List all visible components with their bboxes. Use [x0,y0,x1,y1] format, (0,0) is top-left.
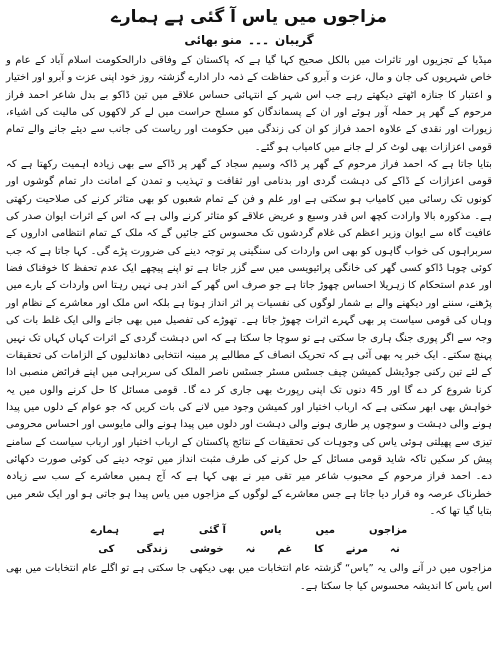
article-paragraph: میڈیا کے تجزیوں اور تاثرات میں بالکل صحیح کہا گیا ہے کہ پاکستان کے وفاقی دارالحکومت اسلام آباد کے عام و خاص شہریوں کی جان و مال، عزت و آبرو کی حفاظت کے ذمہ دار ادارے گزشتہ روز خود اپنی عزت و آبرو اور اختیار و اعتبار کا جنازہ اٹھتے دیکھتے رہے جب اس شہر کے انتہائی حساس علاقے میں تین ڈاکو بے بدل شاعر احمد فراز مرحوم کے گھر پر حملہ آور ہوئے اور ان کے پسماندگان کو مسلح حراست میں لے کر لاکھوں کی مالیت کی اشیاء، زیورات اور نقدی کے علاوہ احمد فراز کو ان کی زندگی میں حکومت اور ریاست کی جانب سے دیئے جانے والے تمام قومی اعزازات بھی لوٹ کر لے جانے میں کامیاب ہو گئے۔ [6,55,492,153]
poem-word: مزاجوں [369,525,408,537]
poem-word: ہمارے [90,525,119,537]
poem-word: کا [314,544,324,556]
poem-word: غم [277,544,293,556]
byline-separator: ۔۔۔ [247,33,270,47]
poem-word: ہے [152,525,165,537]
byline [6,32,492,48]
poem-word: میں [315,525,335,537]
author-name: منو بھائی [184,33,242,47]
article-paragraph: بتایا جاتا ہے کہ احمد فراز مرحوم کے گھر پر ڈاکہ وسیم سجاد کے گھر پر ڈاکے سے بھی زیادہ اہمیت رکھتا ہے کہ قومی اعزازات کے ڈاکے کی دہشت گردی اور بدنامی اور ثقافت و تہذیب و تمدن کے امانت دار تمام گوشوں اور کونوں تک رسائی میں کامیاب ہو سکتی ہے اور علم و فن کے تمام شعبوں کو بھی متاثر کرنے کی صلاحیت رکھتی ہے۔ مذکورہ بالا وارادت کچھ اس قدر وسیع و عریض علاقے کو متاثر کرنے والی ہے کہ اس کے اثرات ایوان صدر کی عافیت گاہ سے ایوان وزیر اعظم کی غلام گردشوں تک محسوس کئے جائیں گے کہ ملک کے تمام انتظامی اداروں کے سربراہوں کی خواب گاہوں کو بھی اس واردات کی سنگینی پر توجہ دینے کی ضرورت پڑے گی۔ کہا جاتا ہے کہ جب کوئی چوہا ڈاکو کسی گھر کی خانگی پرائیویسی میں سے گزر جاتا ہے تو اپنے پیچھے ایک عدم تحفظ کا خوفناک فضا اور عدم استحکام کا زہریلا احساس چھوڑ جاتا ہے جو صرف اس گھر کے اندر ہی نہیں رہتا اس واردات کے بارے میں پڑھنے، سننے اور دیکھنے والے بے شمار لوگوں کی نفسیات پر اثر انداز ہوتا ہے بلکہ اس ملک اور معاشرے کے نظام اور وہاں کی قومی سیاست پر بھی گہرے اثرات چھوڑ جاتا ہے۔ تھوڑے کی تفصیل میں بھی جانے والی ایک غلط بات کی وجہ سے اگر پوری جنگ ہاری جا سکتی ہے تو سوچا جا سکتا ہے کہ اس دہشت گردی کے اثرات کہاں کہاں تک نہیں پہنچ سکتے۔ ایک خبر یہ بھی آئی ہے کہ تحریک انصاف کے مطالبے پر مبینہ انتخابی دھاندلیوں کے الزامات کی تحقیقات کے لئے تین رکنی جوڈیشل کمیشن چیف جسٹس مسٹر جسٹس ناصر الملک کی سربراہی میں اپنے فرائض منصبی ادا کرنا شروع کر دے گا اور 45 دنوں تک اپنی رپورٹ بھی جاری کر دے گا۔ قومی مسائل کا حل کرنے والوں میں یہ خواہش بھی ابھر سکتی ہے کہ ارباب اختیار اور کمیشن وجود میں لانے کی بات کریں کہ جو عوام کے دلوں میں پیدا ہونے والی دہشت و سوچوں پر طاری ہونے والی دہشت اور دلوں میں پیدا ہونے والی مایوسی اور احساس محرومی تیزی سے پھیلتی ہوئی یاس کی وجوہات کی تحقیقات کے نتائج پاکستان کے ارباب اختیار اور ارباب سیاست کے سامنے پیش کر سکیں تاکہ شاید قومی مسائل کے حل کرنے کی طرف مثبت انداز میں توجہ دینے کی کوئی صورت دکھائی دے۔ احمد فراز مرحوم کے محبوب شاعر میر تقی میر نے بھی کہا ہے کہ آج ہمیں معاشرے کے سب سے زیادہ خطرناک عرصہ وہ قرار دیا جاتا ہے جس معاشرے کے لوگوں کے مزاجوں میں یاس پیدا ہو جاتی ہو اور ایک شعر میں بتایا گیا تھا کہ۔ [6,159,492,517]
poem-word: کی [98,544,115,556]
headline: مزاجوں میں یاس آ گئی ہے ہمارے [110,7,388,27]
poem-word: نہ [245,544,256,556]
poem-line [6,541,492,558]
poem-word: نہ [390,544,400,556]
poem-word: زندگی [136,544,168,556]
closing-paragraph: مزاجوں میں در آنے والی یہ ”یاس“ گزشتہ عام انتخابات میں بھی دیکھی جا سکتی ہے تو اگلے عام انتخابات میں بھی اس یاس کا اندیشہ محسوس کیا جا سکتا ہے۔ [6,563,492,592]
poem-word: مرنے [345,544,369,556]
poem-line [6,522,492,539]
column-name: گریبان [275,33,314,47]
poem-word: خوشی [189,544,224,556]
poem-word: آ گئی [198,525,227,537]
poem-word: یاس [260,525,282,537]
